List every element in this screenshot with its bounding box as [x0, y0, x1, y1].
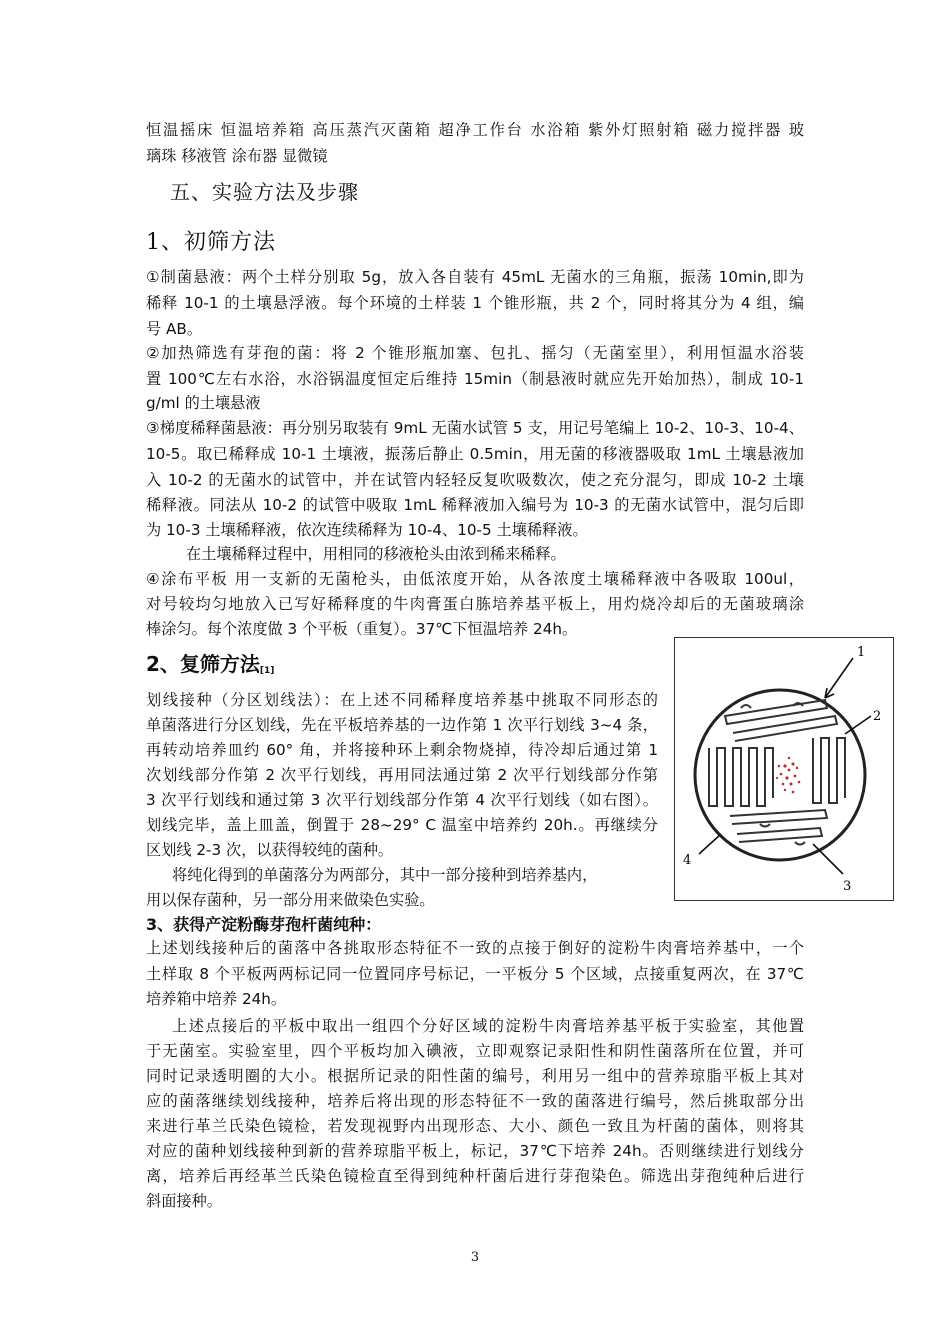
text-line: 置 100℃左右水浴，水浴锅温度恒定后维持 15min（制悬液时就应先开始加热），制成 10-1	[146, 370, 804, 388]
section-heading: 五、实验方法及步骤	[170, 180, 359, 204]
text-line: 划线接种（分区划线法）：在上述不同稀释度培养基中挑取不同形态的	[146, 691, 658, 709]
text-line: 号 AB。	[146, 320, 203, 338]
text-line: 入 10-2 的无菌水的试管中，并在试管内轻轻反复吹吸数次，使之充分混匀，即成 10-2 土壤	[146, 471, 804, 489]
text-line: 稀释 10-1 的土壤悬浮液。每个环境的土样装 1 个锥形瓶，共 2 个，同时将其分为 4 组，编	[146, 294, 804, 312]
subsection-2-title: 2、复筛方法	[146, 652, 260, 676]
text-line: 培养箱中培养 24h。	[146, 990, 287, 1008]
text-line: 划线完毕，盖上皿盖，倒置于 28~29° C 温室中培养约 20h.。再继续分	[146, 816, 658, 834]
text-line: 来进行革兰氏染色镜检，若发现视野内出现形态、大小、颜色一致且为杆菌的菌体，则将其	[146, 1117, 804, 1135]
text-line: ③梯度稀释菌悬液：再分别另取装有 9mL 无菌水试管 5 支，用记号笔编上 10-2、10-3、10-4、	[146, 419, 804, 437]
equipment-line-1: 恒温摇床 恒温培养箱 高压蒸汽灭菌箱 超净工作台 水浴箱 紫外灯照射箱 磁力搅拌器 玻	[146, 121, 804, 139]
subsection-3-heading: 3、获得产淀粉酶芽孢杆菌纯种：	[146, 915, 382, 934]
equipment-line-2: 璃珠 移液管 涂布器 显微镜	[146, 147, 328, 165]
text-line: 为 10-3 土壤稀释液，依次连续稀释为 10-4、10-5 土壤稀释液。	[146, 521, 588, 539]
text-line: 上述划线接种后的菌落中各挑取形态特征不一致的点接于倒好的淀粉牛肉膏培养基中，一个	[146, 939, 804, 957]
text-line: 用以保存菌种，另一部分用来做染色实验。	[146, 891, 435, 909]
text-line: 离，培养后再经革兰氏染色镜检直至得到纯种杆菌后进行芽孢染色。筛选出芽孢纯种后进行	[146, 1167, 804, 1185]
text-line: 在土壤稀释过程中，用相同的移液枪头由浓到稀来稀释。	[186, 545, 566, 563]
page-number: 3	[470, 1250, 480, 1265]
colony-speckles	[776, 757, 800, 794]
streak-plate-figure	[674, 637, 894, 901]
text-line: 3 次平行划线和通过第 3 次平行划线部分作第 4 次平行划线（如右图）。	[146, 791, 658, 809]
text-line: ①制菌悬液：两个土样分别取 5g，放入各自装有 45mL 无菌水的三角瓶，振荡 10min,即为	[146, 268, 804, 286]
figure-label-3: 3	[843, 879, 852, 894]
text-line: 对应的菌种划线接种到新的营养琼脂平板上，标记，37℃下培养 24h。否则继续进行划线分	[146, 1142, 804, 1160]
text-line: 于无菌室。实验室里，四个平板均加入碘液，立即观察记录阳性和阴性菌落所在位置，并可	[146, 1042, 804, 1060]
streak-plate-diagram	[675, 638, 893, 900]
text-line: 区划线 2-3 次，以获得较纯的菌种。	[146, 841, 394, 859]
text-line: ②加热筛选有芽孢的菌：将 2 个锥形瓶加塞、包扎、摇匀（无菌室里），利用恒温水浴装	[146, 344, 804, 362]
subsection-1-heading: 1、初筛方法	[146, 230, 276, 255]
text-line: 再转动培养皿约 60° 角，并将接种环上剩余物烧掉，待冷却后通过第 1	[146, 741, 658, 759]
citation-ref: [1]	[259, 666, 275, 676]
streak-region-1	[725, 700, 837, 741]
text-line: 上述点接后的平板中取出一组四个分好区域的淀粉牛肉膏培养基平板于实验室，其他置	[172, 1017, 804, 1035]
text-line: 单菌落进行分区划线，先在平板培养基的一边作第 1 次平行划线 3~4 条，	[146, 716, 658, 734]
text-line: 同时记录透明圈的大小。根据所记录的阳性菌的编号，利用另一组中的营养琼脂平板上其对	[146, 1067, 804, 1085]
text-line: 将纯化得到的单菌落分为两部分，其中一部分接种到培养基内，	[172, 866, 598, 884]
subsection-2-heading	[146, 648, 274, 677]
text-line: g/ml 的土壤悬液	[146, 394, 261, 412]
figure-label-1: 1	[857, 645, 866, 660]
figure-label-4: 4	[683, 853, 692, 868]
text-line: 斜面接种。	[146, 1192, 222, 1210]
streak-region-2	[813, 738, 845, 803]
text-line: 10-5。取已稀释成 10-1 土壤液，振荡后静止 0.5min，用无菌的移液器吸取 1mL 土壤悬液加	[146, 445, 804, 463]
text-line: 土样取 8 个平板两两标记同一位置同序号标记，一平板分 5 个区域，点接重复两次，在 37℃	[146, 965, 804, 983]
text-line: 应的菌落继续划线接种，培养后将出现的形态特征不一致的菌落进行编号，然后挑取部分出	[146, 1092, 804, 1110]
streak-region-3	[730, 810, 827, 845]
streak-region-4	[709, 748, 773, 806]
text-line: 次划线部分作第 2 次平行划线，再用同法通过第 2 次平行划线部分作第	[146, 766, 658, 784]
text-line: 棒涂匀。每个浓度做 3 个平板（重复）。37℃下恒温培养 24h。	[146, 620, 578, 638]
text-line: ④涂布平板 用一支新的无菌枪头，由低浓度开始，从各浓度土壤稀释液中各吸取 100ul，	[146, 570, 804, 588]
figure-label-2: 2	[873, 709, 882, 724]
text-line: 稀释液。同法从 10-2 的试管中吸取 1mL 稀释液加入编号为 10-3 的无菌水试管中，混匀后即	[146, 496, 804, 514]
text-line: 对号较均匀地放入已写好稀释度的牛肉膏蛋白胨培养基平板上，用灼烧冷却后的无菌玻璃涂	[146, 595, 804, 613]
